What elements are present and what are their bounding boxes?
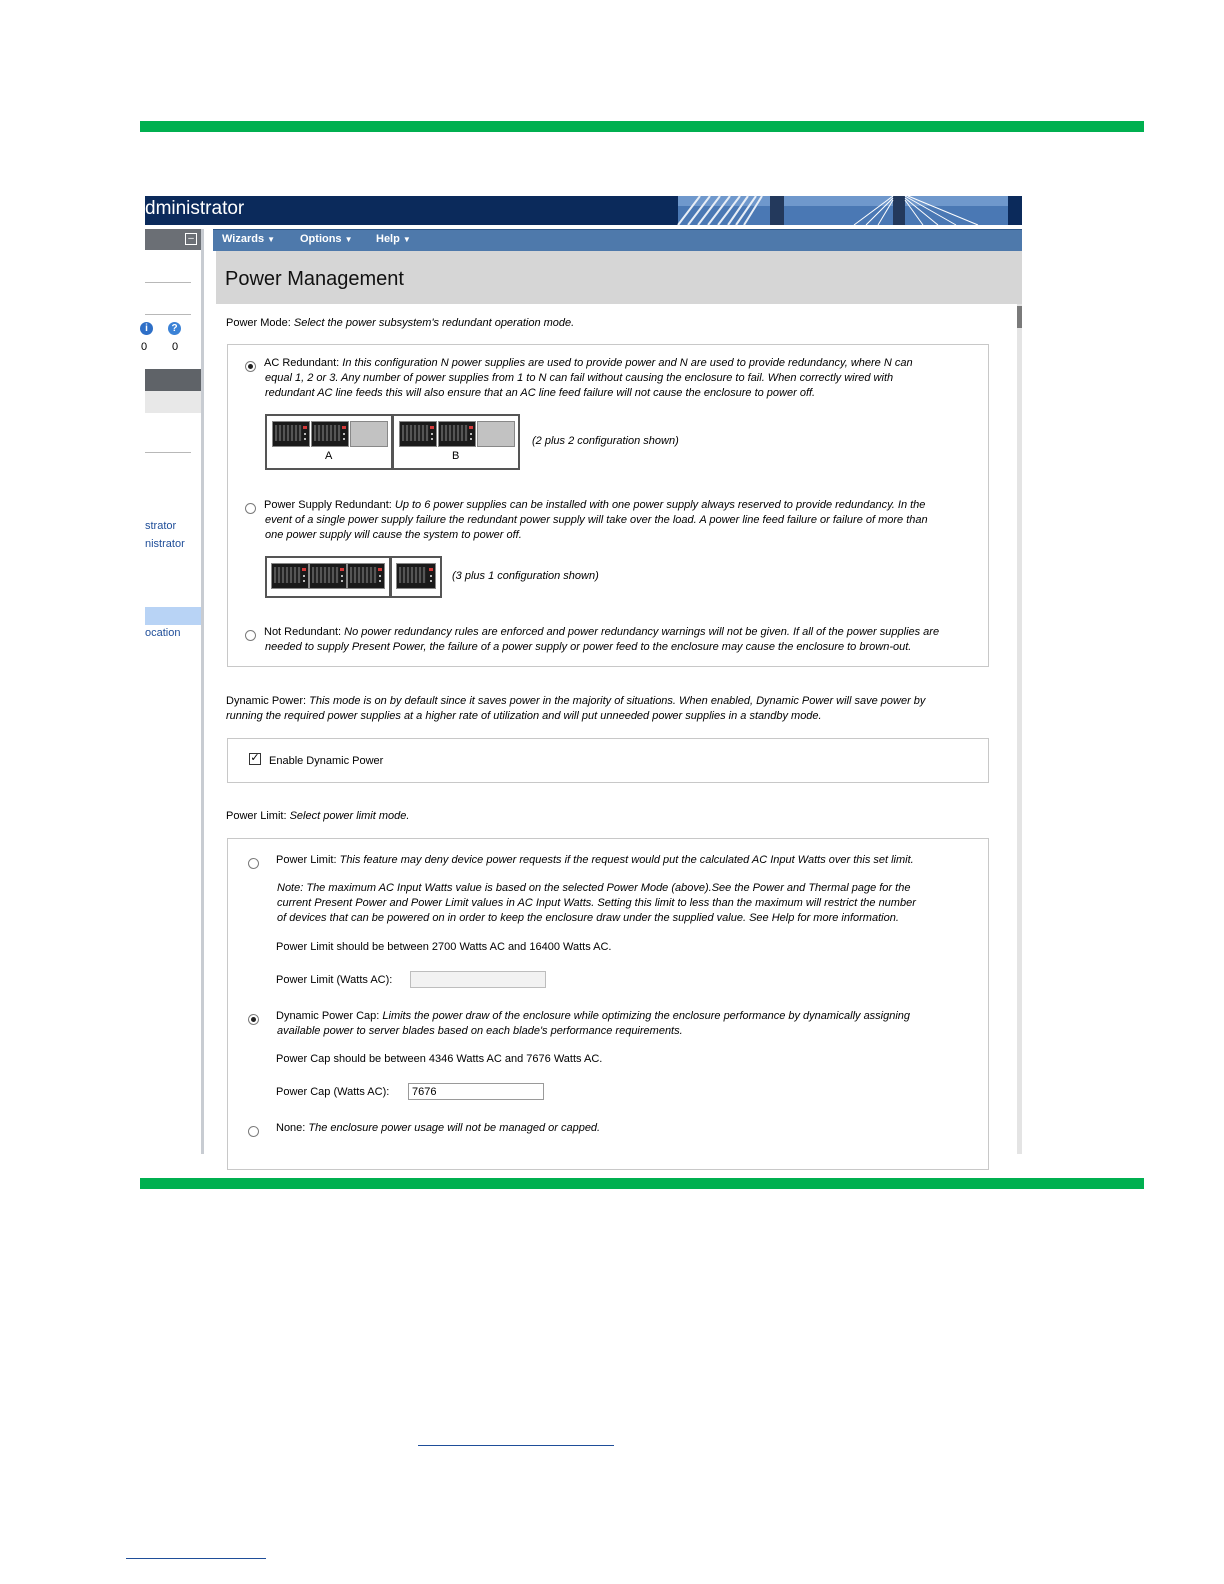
footnote-rule [126,1558,266,1559]
enclosure-3-plus-1 [265,556,391,598]
dynamic-power-text-2: running the required power supplies at a higher rate of utilization and will put unneeded power supplies in a standby mode. [226,710,822,722]
ps-redundant-text: Power Supply Redundant: Up to 6 power supplies can be installed with one power supply always reserved to provide redundancy. In the [264,499,926,511]
chevron-down-icon: ▼ [344,235,353,244]
collapse-icon[interactable]: – [185,233,197,245]
side-a-label: A [325,450,333,462]
info-count: 0 [141,341,148,353]
enclosure-side-b [392,414,520,470]
power-limit-note-1: Note: The maximum AC Input Watts value is based on the selected Power Mode (above).See the Power and Thermal page for the [277,882,911,894]
menu-bar [213,229,1022,251]
power-supply-icon [272,421,310,447]
page-title-bar [216,251,1022,304]
menu-options[interactable]: Options ▼ [300,233,353,245]
side-b-label: B [452,450,460,462]
app-header [145,196,1022,225]
nav-link-administrator-2[interactable]: nistrator [145,538,185,550]
power-limit-radio[interactable] [248,858,259,869]
dynamic-power-cap-text: Dynamic Power Cap: Limits the power draw of the enclosure while optimizing the enclosure performance by dynamically assigning [276,1010,911,1022]
scrollbar-thumb[interactable] [1017,306,1022,328]
header-banner-image [678,196,1008,225]
help-count: 0 [172,341,179,353]
header-edge [1014,196,1022,225]
not-redundant-text-2: needed to supply Present Power, the failure of a power supply or power feed to the enclosure may cause the enclosure to brown-out. [265,641,912,653]
not-redundant-radio[interactable] [245,630,256,641]
power-supply-icon [311,421,349,447]
power-limit-input[interactable] [410,971,546,988]
menu-wizards[interactable]: Wizards ▼ [222,233,275,245]
nav-selected-highlight[interactable] [145,607,201,625]
power-cap-range: Power Cap should be between 4346 Watts AC and 7676 Watts AC. [276,1053,603,1065]
power-supply-icon [347,563,385,589]
info-icon[interactable]: i [140,322,153,335]
screenshot [141,196,1022,1154]
ac-redundant-text-3: redundant AC line feeds this will also ensure that an AC line feed failure will not cause the enclosure to power off. [265,387,816,399]
ps-redundant-text-2: event of a single power supply failure the redundant power supply will take over the load. A power line feed failure or failure of more than [265,514,928,526]
dynamic-power-cap-text-2: available power to server blades based on each blade's performance requirements. [277,1025,683,1037]
dynamic-power-cap-radio[interactable] [248,1014,259,1025]
footer-link-underline[interactable] [418,1445,614,1446]
power-supply-icon [399,421,437,447]
power-limit-heading: Power Limit: Select power limit mode. [226,810,410,822]
nav-section-body [145,391,201,413]
ps-redundant-radio[interactable] [245,503,256,514]
app-title: dministrator [145,198,245,219]
page-title: Power Management [225,268,404,290]
power-supply-icon [271,563,309,589]
power-cap-field-label: Power Cap (Watts AC): [276,1086,390,1098]
enable-dynamic-power-checkbox[interactable]: ✓ [250,752,260,764]
none-radio[interactable] [248,1126,259,1137]
nav-divider [145,452,191,453]
ps-diagram-caption: (3 plus 1 configuration shown) [452,570,599,582]
power-supply-icon [309,563,347,589]
nav-divider [145,314,191,315]
power-cap-input[interactable]: 7676 [408,1083,544,1100]
power-supply-icon [396,563,436,589]
vertical-scrollbar[interactable] [1017,304,1022,1154]
enclosure-spare [390,556,442,598]
none-option-text: None: The enclosure power usage will not be managed or capped. [276,1122,601,1134]
empty-bay [350,421,388,447]
power-limit-range: Power Limit should be between 2700 Watts AC and 16400 Watts AC. [276,941,612,953]
nav-divider [145,282,191,283]
ps-redundant-text-3: one power supply will cause the system to power off. [265,529,522,541]
nav-link-location[interactable]: ocation [145,627,181,639]
ac-redundant-radio[interactable] [245,361,256,372]
power-mode-heading: Power Mode: Select the power subsystem's redundant operation mode. [226,317,575,329]
ac-redundant-text-2: equal 1, 2 or 3. Any number of power supplies from 1 to N can fail without causing the enclosure to fail. When correctly wired with [265,372,894,384]
help-icon[interactable]: ? [168,322,181,335]
power-supply-icon [438,421,476,447]
dynamic-power-heading: Dynamic Power: This mode is on by default since it saves power in the majority of situations. When enabled, Dynamic Power will save power by [226,695,926,707]
enclosure-side-a [265,414,393,470]
ac-diagram-caption: (2 plus 2 configuration shown) [532,435,679,447]
left-nav-panel [141,229,204,1154]
top-green-rule [140,121,1144,132]
nav-section-header [145,369,201,391]
power-limit-note-3: of devices that can be powered on in order to keep the enclosure draw under the supplied value. See Help for more information. [277,912,899,924]
bottom-green-rule [140,1178,1144,1189]
chevron-down-icon: ▼ [267,235,275,244]
power-limit-option-text: Power Limit: This feature may deny device power requests if the request would put the calculated AC Input Watts over this set limit. [276,854,914,866]
power-limit-note-2: current Present Power and Power Limit values in AC Input Watts. Setting this limit to less than the maximum will restrict the number [277,897,916,909]
nav-link-administrator[interactable]: strator [145,520,177,532]
ac-redundant-text: AC Redundant: In this configuration N power supplies are used to provide power and N are used to provide redundancy, where N can [264,357,913,369]
not-redundant-text: Not Redundant: No power redundancy rules are enforced and power redundancy warnings will not be given. If all of the power supplies are [264,626,940,638]
left-nav-header [145,229,201,250]
chevron-down-icon: ▼ [402,235,411,244]
empty-bay [477,421,515,447]
power-limit-field-label: Power Limit (Watts AC): [276,974,393,986]
enable-dynamic-power-label: Enable Dynamic Power [269,755,384,767]
menu-help[interactable]: Help ▼ [376,233,411,245]
